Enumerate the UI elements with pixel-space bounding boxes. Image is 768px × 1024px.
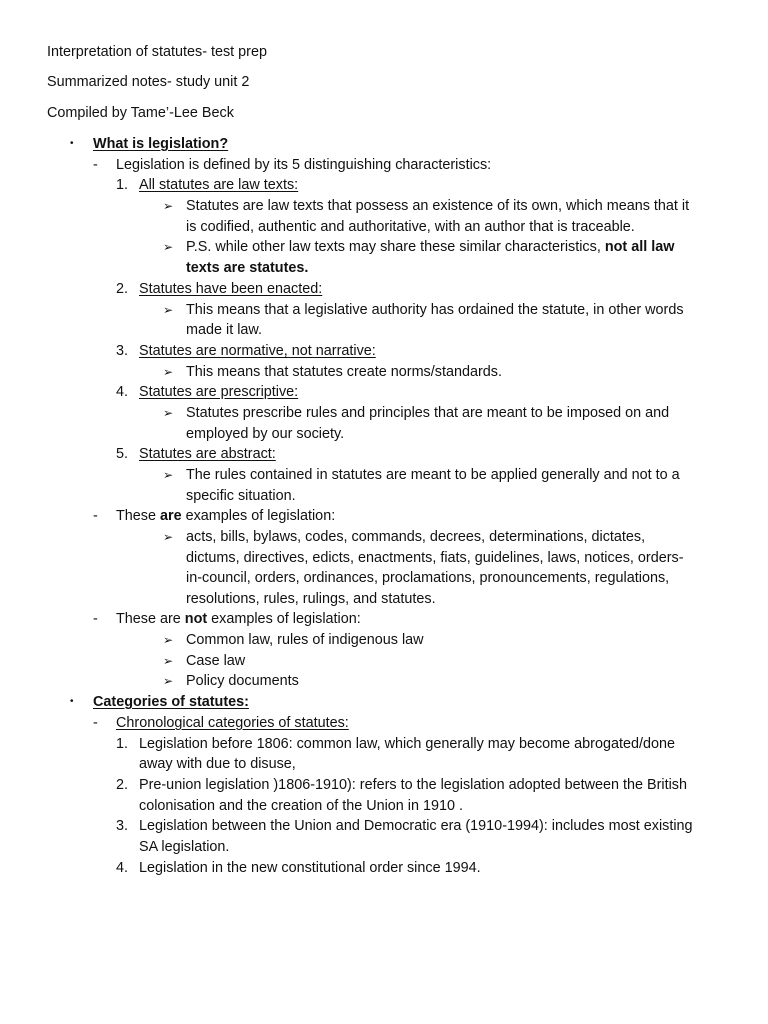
non-examples-intro: These are not examples of legislation: <box>116 611 361 627</box>
dash-marker: - <box>93 611 98 627</box>
list-number: 1. <box>116 177 129 193</box>
arrow-bullet-icon: ➢ <box>163 240 174 254</box>
characteristic-title: Statutes have been enacted: <box>139 281 323 297</box>
bullet-marker: • <box>70 138 74 149</box>
arrow-bullet-icon: ➢ <box>163 199 174 213</box>
list-number: 4. <box>116 384 129 400</box>
category-line: Pre-union legislation )1806-1910): refers to the legislation adopted between the British <box>139 777 687 793</box>
arrow-bullet-icon: ➢ <box>163 468 174 482</box>
sub-point-line: Statutes are law texts that possess an existence of its own, which means that it <box>186 198 690 214</box>
header-line-summary: Summarized notes- study unit 2 <box>47 74 250 90</box>
sub-point-line: This means that a legislative authority has ordained the statute, in other words <box>186 302 684 318</box>
sub-point-line: specific situation. <box>186 488 296 504</box>
dash-marker: - <box>93 715 98 731</box>
arrow-bullet-icon: ➢ <box>163 406 174 420</box>
list-number: 4. <box>116 860 129 876</box>
sub-point-line: Statutes prescribe rules and principles that are meant to be imposed on and <box>186 405 670 421</box>
dash-marker: - <box>93 157 98 173</box>
arrow-bullet-icon: ➢ <box>163 633 174 647</box>
examples-line: acts, bills, bylaws, codes, commands, decrees, determinations, dictates, <box>186 529 646 545</box>
non-example-item: Case law <box>186 653 246 669</box>
sub-point-line: employed by our society. <box>186 426 345 442</box>
bullet-marker: • <box>70 696 74 707</box>
category-line: Legislation before 1806: common law, which generally may become abrogated/done <box>139 736 675 752</box>
list-number: 2. <box>116 777 129 793</box>
category-line: Legislation in the new constitutional order since 1994. <box>139 860 481 876</box>
characteristic-title: Statutes are normative, not narrative: <box>139 343 376 359</box>
arrow-bullet-icon: ➢ <box>163 654 174 668</box>
examples-line: dictums, directives, edicts, enactments, fiats, guidelines, laws, notices, orders- <box>186 550 684 566</box>
characteristic-title: Statutes are abstract: <box>139 446 276 462</box>
list-number: 3. <box>116 343 129 359</box>
definition-text: Legislation is defined by its 5 distinguishing characteristics: <box>116 157 492 173</box>
sub-point-line: texts are statutes. <box>186 260 309 276</box>
arrow-bullet-icon: ➢ <box>163 303 174 317</box>
examples-line: in-council, orders, ordinances, proclamations, pronouncements, regulations, <box>186 570 670 586</box>
list-number: 2. <box>116 281 129 297</box>
sub-point-line: made it law. <box>186 322 262 338</box>
sub-point-line: is codified, authentic and authoritative, with an author that is traceable. <box>186 219 635 235</box>
list-number: 1. <box>116 736 129 752</box>
list-number: 5. <box>116 446 129 462</box>
non-example-item: Common law, rules of indigenous law <box>186 632 424 648</box>
examples-intro: These are examples of legislation: <box>116 508 336 524</box>
sub-point-line: The rules contained in statutes are meant to be applied generally and not to a <box>186 467 680 483</box>
sub-point-line: This means that statutes create norms/standards. <box>186 364 502 380</box>
list-number: 3. <box>116 818 129 834</box>
arrow-bullet-icon: ➢ <box>163 530 174 544</box>
category-line: SA legislation. <box>139 839 230 855</box>
arrow-bullet-icon: ➢ <box>163 674 174 688</box>
category-line: away with due to disuse, <box>139 756 296 772</box>
sub-point-line: P.S. while other law texts may share these similar characteristics, not all law <box>186 239 675 255</box>
characteristic-title: Statutes are prescriptive: <box>139 384 299 400</box>
arrow-bullet-icon: ➢ <box>163 365 174 379</box>
subheading-chronological: Chronological categories of statutes: <box>116 715 349 731</box>
examples-line: resolutions, rules, rulings, and statutes. <box>186 591 436 607</box>
header-line-title: Interpretation of statutes- test prep <box>47 44 267 60</box>
section-heading-categories: Categories of statutes: <box>93 694 249 710</box>
dash-marker: - <box>93 508 98 524</box>
non-example-item: Policy documents <box>186 673 299 689</box>
section-heading-legislation: What is legislation? <box>93 136 229 152</box>
characteristic-title: All statutes are law texts: <box>139 177 299 193</box>
category-line: colonisation and the creation of the Union in 1910 . <box>139 798 464 814</box>
header-line-author: Compiled by Tame’-Lee Beck <box>47 105 234 121</box>
category-line: Legislation between the Union and Democratic era (1910-1994): includes most existing <box>139 818 693 834</box>
